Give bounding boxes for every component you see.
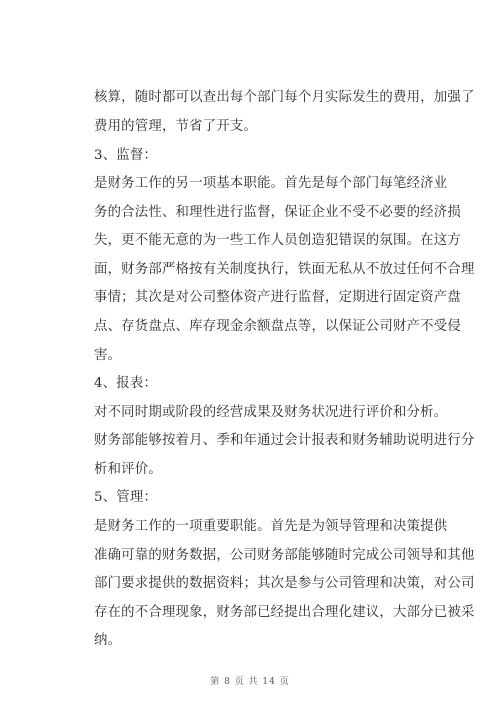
text-line: 事情；其次是对公司整体资产进行监督，定期进行固定资产盘 [94, 290, 461, 305]
text-line: 纳。 [94, 633, 122, 648]
text-line: 核算，随时都可以查出每个部门每个月实际发生的费用，加强了 [94, 90, 475, 105]
text-line: 是财务工作的另一项基本职能。首先是每个部门每笔经济业 [94, 176, 448, 191]
text-line: 准确可靠的财务数据，公司财务部能够随时完成公司领导和其他 [94, 548, 475, 563]
text-line: 点、存货盘点、库存现金余额盘点等，以保证公司财产不受侵 [94, 319, 461, 334]
text-line: 费用的管理，节省了开支。 [94, 119, 258, 134]
text-line: 财务部能够按着月、季和年通过会计报表和财务辅助说明进行分 [94, 433, 475, 448]
text-line: 存在的不合理现象，财务部已经提出合理化建议，大部分已被采 [94, 605, 475, 620]
text-line: 失，更不能无意的为一些工作人员创造犯错误的氛围。在这方 [94, 233, 461, 248]
text-line: 对不同时期或阶段的经营成果及财务状况进行评价和分析。 [94, 405, 448, 420]
text-line: 面，财务部严格按有关制度执行，铁面无私从不放过任何不合理 [94, 262, 475, 277]
text-line: 害。 [94, 348, 122, 363]
text-line: 是财务工作的一项重要职能。首先是为领导管理和决策提供 [94, 519, 448, 534]
section-heading-management: 5、管理： [94, 490, 158, 505]
section-heading-supervision: 3、监督： [94, 148, 158, 163]
page-footer: 第 8 页 共 14 页 [210, 677, 290, 687]
text-line: 务的合法性、和理性进行监督，保证企业不受不必要的经济损 [94, 205, 461, 220]
section-heading-reports: 4、报表： [94, 376, 158, 391]
text-line: 部门要求提供的数据资料；其次是参与公司管理和决策，对公司 [94, 576, 475, 591]
text-line: 析和评价。 [94, 462, 162, 477]
